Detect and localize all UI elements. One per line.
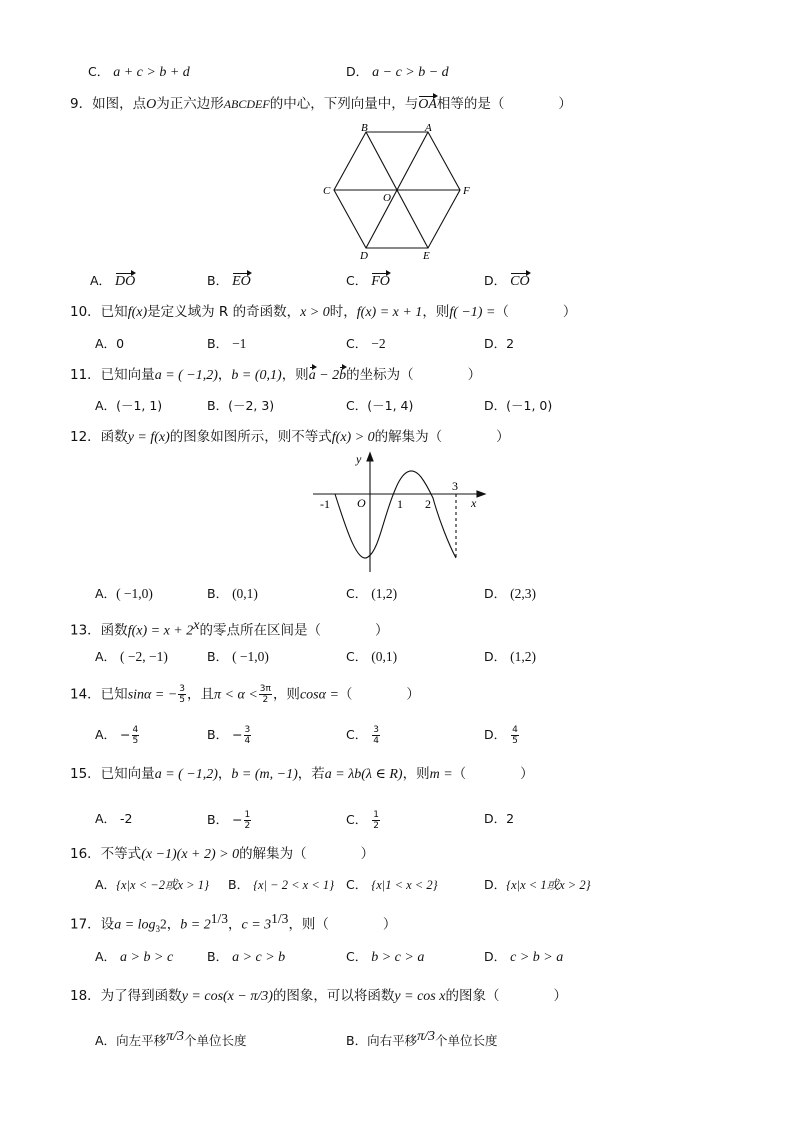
q12-option-c: C． (1,2) xyxy=(346,586,398,601)
q12-option-b: B． (0,1) xyxy=(207,586,258,601)
q12-option-d: D． (2,3) xyxy=(484,586,536,601)
q15-stem: 15．已知向量a = ( −1,2)，b = (m, −1)，若a = λb(λ ∈ R)，则m =（ ） xyxy=(70,766,534,782)
q9-option-b: B． EO xyxy=(207,273,251,289)
q17-option-c: C． b > c > a xyxy=(346,949,425,965)
q11-option-c: C．(－1, 4) xyxy=(346,398,414,413)
q17-stem: 17．设$a = \log_32$，$b = 2^{1/3}$，$c = 3^{1/3}$，则（ ） xyxy=(70,911,397,935)
q9-option-a: A． DO xyxy=(90,273,136,289)
q10-stem: 10．已知f(x)是定义域为 R 的奇函数，x > 0时，f(x) = x + 1，则f( −1) =（ ） xyxy=(70,304,577,320)
q12-option-a: A．( −1,0) xyxy=(95,586,153,601)
q10-option-d: D．2 xyxy=(484,336,515,351)
label-D: D xyxy=(360,250,368,262)
x-axis-arrow xyxy=(477,491,485,497)
q17-option-a: A． a > b > c xyxy=(95,949,174,965)
q8-option-d: D． a − c > b − d xyxy=(346,64,449,80)
label-origin: O xyxy=(357,496,366,510)
label-A: A xyxy=(425,122,432,134)
q18-option-b: B．向右平移$^{\pi/3}$个单位长度 xyxy=(346,1029,498,1049)
label-F: F xyxy=(463,185,470,197)
function-graph xyxy=(305,450,490,575)
hexagon-figure xyxy=(318,120,478,262)
q8-option-c: C． a + c > b + d xyxy=(88,64,190,80)
q10-option-b: B． −1 xyxy=(207,336,247,351)
q13-option-d: D． (1,2) xyxy=(484,649,536,664)
q9-stem: 9．如图，点O为正六边形ABCDEF的中心，下列向量中，与OA相等的是（ ） xyxy=(70,96,572,112)
q10-option-c: C． −2 xyxy=(346,336,386,351)
q14-option-d: D． $\frac{4}{5}$ xyxy=(484,725,518,746)
q11-option-b: B．(－2, 3) xyxy=(207,398,275,413)
label-three: 3 xyxy=(452,479,458,493)
q16-stem: 16．不等式(x −1)(x + 2) > 0的解集为（ ） xyxy=(70,846,375,862)
q15-option-b: B． − $\frac{1}{2}$ xyxy=(207,810,251,831)
q17-option-b: B． a > c > b xyxy=(207,949,286,965)
q11-option-d: D．(－1, 0) xyxy=(484,398,553,413)
q15-option-a: A． -2 xyxy=(95,811,133,826)
q13-option-a: A． ( −2, −1) xyxy=(95,649,168,664)
q13-stem: 13．函数$f(x) = x + 2^x$的零点所在区间是（ ） xyxy=(70,618,389,639)
q17-option-d: D． c > b > a xyxy=(484,949,564,965)
q11-stem: 11．已知向量a = ( −1,2)，b = (0,1)，则a − 2b的坐标为（ ） xyxy=(70,367,482,383)
q18-option-a: A．向左平移$^{\pi/3}$个单位长度 xyxy=(95,1029,247,1049)
label-y: y xyxy=(356,452,362,466)
q18-stem: 18．为了得到函数y = cos(x − π/3)的图象，可以将函数y = cos x的图象（ ） xyxy=(70,988,567,1004)
q14-stem: 14．已知sinα = − $\frac{3}{5}$ ，且π < α < $\frac{3\pi}{2}$ ，则cosα =（ ） xyxy=(70,684,420,705)
q14-option-a: A． − $\frac{4}{5}$ xyxy=(95,725,139,746)
q13-option-c: C． (0,1) xyxy=(346,649,398,664)
label-one: 1 xyxy=(397,497,403,511)
q16-option-d: D．{x|x < 1或x > 2} xyxy=(484,877,591,892)
label-minus-one: -1 xyxy=(320,497,330,511)
q16-option-b: B． {x| − 2 < x < 1} xyxy=(228,877,335,892)
label-x: x xyxy=(471,496,477,510)
q12-stem: 12．函数y = f(x)的图象如图所示，则不等式f(x) > 0的解集为（ ） xyxy=(70,429,510,445)
q14-option-b: B． − $\frac{3}{4}$ xyxy=(207,725,251,746)
q15-option-d: D．2 xyxy=(484,811,515,826)
curve xyxy=(335,471,456,558)
label-C: C xyxy=(323,185,331,197)
q14-option-c: C． $\frac{3}{4}$ xyxy=(346,725,379,746)
q11-option-a: A．(－1, 1) xyxy=(95,398,163,413)
label-O: O xyxy=(383,192,391,204)
label-E: E xyxy=(423,250,430,262)
q16-option-a: A．{x|x < −2或x > 1} xyxy=(95,877,209,892)
label-B: B xyxy=(361,122,368,134)
label-two: 2 xyxy=(425,497,431,511)
q9-option-d: D． CO xyxy=(484,273,530,289)
q9-option-c: C． FO xyxy=(346,273,390,289)
q16-option-c: C． {x|1 < x < 2} xyxy=(346,877,438,892)
y-axis-arrow xyxy=(367,453,373,461)
q10-option-a: A．0 xyxy=(95,336,125,351)
q15-option-c: C． $\frac{1}{2}$ xyxy=(346,810,379,831)
q13-option-b: B． ( −1,0) xyxy=(207,649,269,664)
